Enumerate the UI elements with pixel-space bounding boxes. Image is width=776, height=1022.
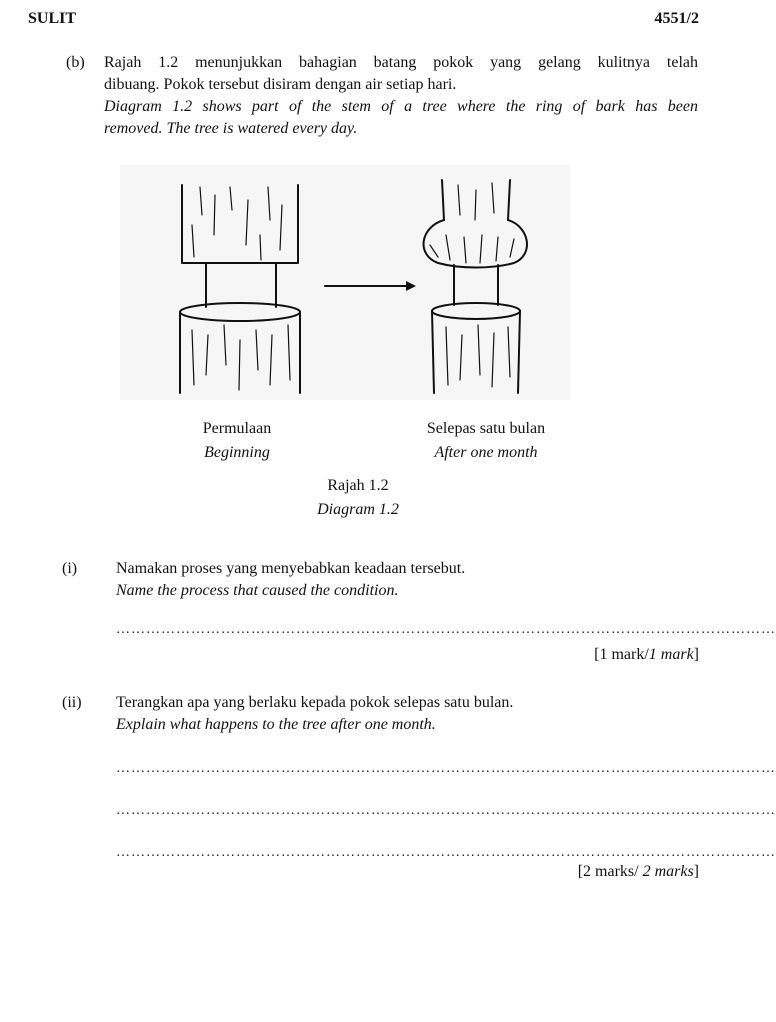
label-beginning [137, 418, 337, 464]
question-ii-english: Explain what happens to the tree after one month. [116, 716, 436, 733]
part-b-english-line2: removed. The tree is watered every day. [104, 120, 358, 137]
marks-i: [1 mark/1 mark] [594, 646, 699, 663]
label-beginning-malay: Permulaan [202, 420, 272, 437]
question-i-label: (i) [62, 560, 78, 577]
answer-line-i[interactable]: …………………………………………………………………………………………………………………… [116, 622, 776, 637]
part-b-malay-line1: Rajah 1.2 menunjukkan bahagian batang pokok yang gelang kulitnya telah [104, 54, 698, 71]
question-i-text [116, 558, 696, 602]
header-left: SULIT [28, 10, 77, 27]
diagram-background [120, 165, 570, 400]
part-b-malay-line2: dibuang. Pokok tersebut disiram dengan air setiap hari. [104, 76, 457, 93]
caption-malay: Rajah 1.2 [327, 477, 389, 494]
stem-diagram [120, 165, 570, 410]
diagram-caption [258, 475, 458, 521]
part-b-label: (b) [66, 54, 85, 71]
answer-line-ii-1[interactable]: …………………………………………………………………………………………………………………… [116, 761, 776, 776]
answer-line-ii-3[interactable]: …………………………………………………………………………………………………………………… [116, 845, 776, 860]
part-b-english-line1: Diagram 1.2 shows part of the stem of a tree where the ring of bark has been [104, 98, 698, 115]
header-right: 4551/2 [654, 10, 699, 27]
question-ii-malay: Terangkan apa yang berlaku kepada pokok selepas satu bulan. [116, 694, 514, 711]
question-ii-text [116, 692, 696, 736]
part-b-text [104, 52, 698, 140]
question-ii-label: (ii) [62, 694, 82, 711]
caption-english: Diagram 1.2 [317, 501, 399, 518]
label-after [386, 418, 586, 464]
question-i-malay: Namakan proses yang menyebabkan keadaan tersebut. [116, 560, 466, 577]
answer-line-ii-2[interactable]: …………………………………………………………………………………………………………………… [116, 803, 776, 818]
label-after-malay: Selepas satu bulan [426, 420, 546, 437]
marks-ii: [2 marks/ 2 marks] [577, 863, 699, 880]
question-i-english: Name the process that caused the condition. [116, 582, 399, 599]
label-after-english: After one month [434, 444, 538, 461]
label-beginning-english: Beginning [204, 444, 270, 461]
